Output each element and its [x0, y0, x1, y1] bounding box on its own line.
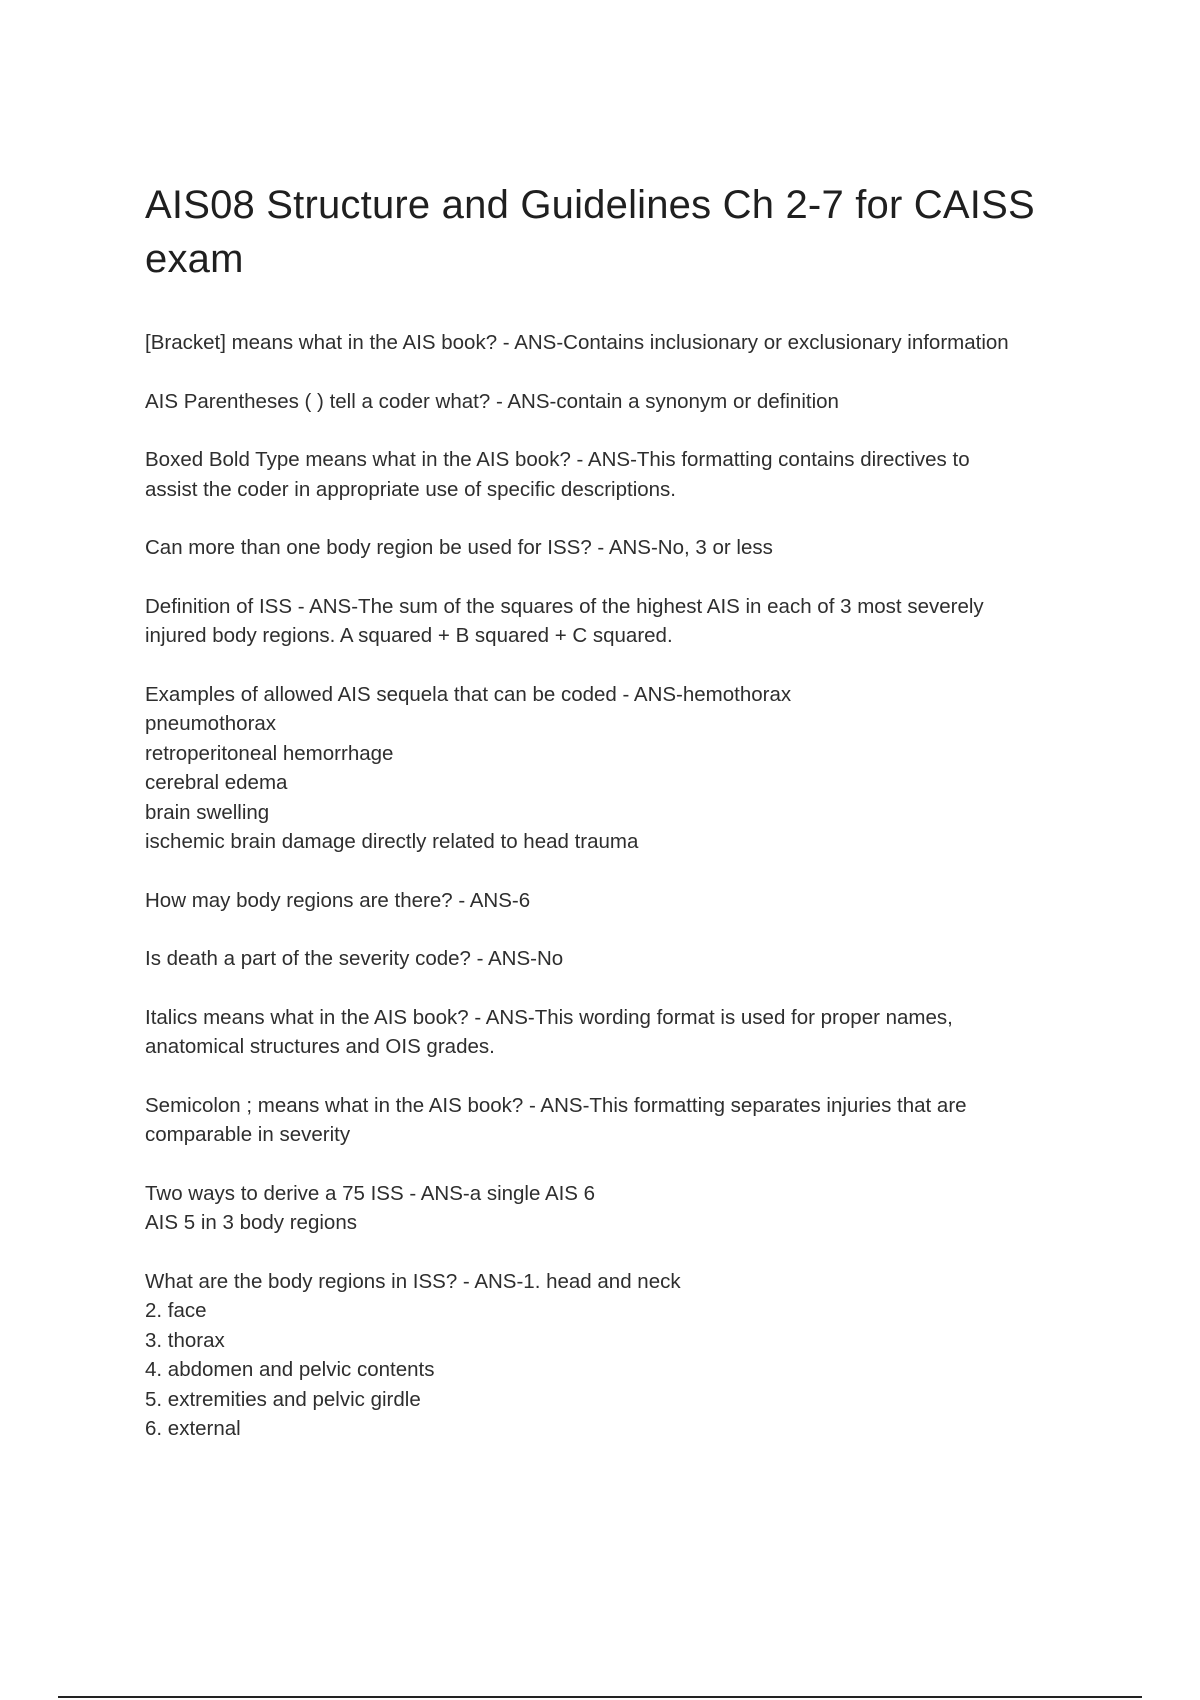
qa-line: comparable in severity [145, 1123, 351, 1146]
qa-entry-iss-75 [145, 1179, 1105, 1238]
qa-line: What are the body regions in ISS? - ANS-1. head and neck [145, 1269, 681, 1293]
qa-entry-semicolon [145, 1091, 1105, 1150]
title-line: exam [145, 237, 244, 281]
qa-entry-death [145, 944, 1105, 974]
qa-line: brain swelling [145, 800, 270, 824]
qa-line: Italics means what in the AIS book? - ANS-This wording format is used for proper names, [145, 1005, 953, 1029]
qa-line: Examples of allowed AIS sequela that can be coded - ANS-hemothorax [145, 682, 792, 706]
qa-line: AIS 5 in 3 body regions [145, 1211, 357, 1234]
qa-line: 6. external [145, 1417, 241, 1440]
qa-entry-parentheses [145, 387, 1105, 417]
qa-line: How may body regions are there? - ANS-6 [145, 888, 531, 912]
qa-line: Semicolon ; means what in the AIS book? - ANS-This formatting separates injuries that are [145, 1093, 967, 1117]
qa-line: Can more than one body region be used for ISS? - ANS-No, 3 or less [145, 536, 773, 559]
qa-line: injured body regions. A squared + B squared + C squared. [145, 624, 673, 647]
qa-line: assist the coder in appropriate use of specific descriptions. [145, 477, 676, 501]
qa-entry-iss-definition [145, 592, 1105, 651]
qa-line: 3. thorax [145, 1328, 225, 1352]
qa-entry-region-count [145, 886, 1105, 916]
page-bottom-divider [58, 1696, 1142, 1698]
qa-line: 2. face [145, 1299, 207, 1322]
qa-line: Boxed Bold Type means what in the AIS book? - ANS-This formatting contains directives to [145, 448, 970, 471]
qa-line: 5. extremities and pelvic girdle [145, 1387, 421, 1411]
qa-line: Two ways to derive a 75 ISS - ANS-a single AIS 6 [145, 1181, 596, 1205]
qa-line: Definition of ISS - ANS-The sum of the squares of the highest AIS in each of 3 most severely [145, 594, 984, 618]
document-page [145, 178, 1105, 1473]
document-title [145, 178, 1105, 286]
qa-entry-body-region [145, 533, 1105, 563]
qa-line: ischemic brain damage directly related to head trauma [145, 830, 639, 853]
qa-entry-italics [145, 1003, 1105, 1062]
qa-entry-iss-regions [145, 1267, 1105, 1444]
qa-entry-bracket [145, 328, 1105, 358]
qa-line: retroperitoneal hemorrhage [145, 741, 394, 765]
qa-list [145, 328, 1105, 1444]
qa-line: Is death a part of the severity code? - ANS-No [145, 947, 564, 970]
qa-line: cerebral edema [145, 771, 288, 794]
qa-line: anatomical structures and OIS grades. [145, 1035, 495, 1058]
qa-entry-sequela [145, 680, 1105, 857]
qa-entry-boxed-bold [145, 445, 1105, 504]
qa-line: pneumothorax [145, 712, 277, 735]
qa-line: AIS Parentheses ( ) tell a coder what? - ANS-contain a synonym or definition [145, 389, 839, 413]
qa-line: [Bracket] means what in the AIS book? - ANS-Contains inclusionary or exclusionary information [145, 331, 1009, 354]
title-line: AIS08 Structure and Guidelines Ch 2-7 for CAISS [145, 183, 1035, 227]
qa-line: 4. abdomen and pelvic contents [145, 1358, 435, 1381]
